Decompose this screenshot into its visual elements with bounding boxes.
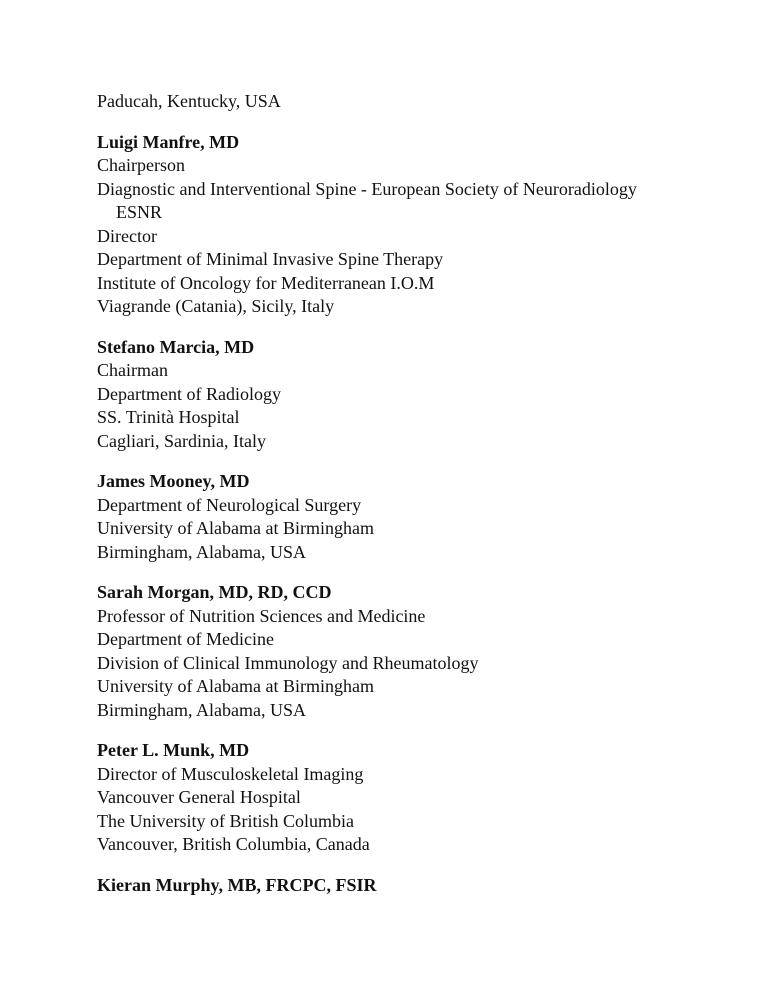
affiliation-line: ESNR	[116, 202, 163, 222]
affiliation-line: University of Alabama at Birmingham	[97, 676, 374, 696]
affiliation-line: Professor of Nutrition Sciences and Medicine	[97, 605, 426, 626]
entry-continuation	[97, 90, 757, 114]
entry-peter-munk	[97, 739, 757, 857]
entry-kieran-murphy	[97, 874, 757, 898]
affiliation-line: University of Alabama at Birmingham	[97, 518, 374, 538]
affiliation-line: Department of Medicine	[97, 629, 274, 649]
affiliation-line: Chairperson	[97, 155, 185, 175]
affiliation-line: Director	[97, 225, 157, 246]
affiliation-line: Department of Neurological Surgery	[97, 494, 362, 515]
entry-luigi-manfre	[97, 131, 757, 319]
affiliation-line: Director of Musculoskeletal Imaging	[97, 763, 364, 784]
affiliation-line: Department of Minimal Invasive Spine Therapy	[97, 249, 444, 269]
contributor-name: Luigi Manfre, MD	[97, 131, 240, 152]
contributor-name: Peter L. Munk, MD	[97, 740, 250, 760]
affiliation-line: Institute of Oncology for Mediterranean I.O.M	[97, 272, 435, 293]
entry-sarah-morgan	[97, 581, 757, 722]
affiliation-line: Diagnostic and Interventional Spine - European Society of Neuroradiology	[97, 178, 637, 199]
affiliation-line: Department of Radiology	[97, 383, 281, 404]
contributor-name: Kieran Murphy, MB, FRCPC, FSIR	[97, 874, 377, 895]
affiliation-line: SS. Trinità Hospital	[97, 407, 240, 427]
affiliation-line: The University of British Columbia	[97, 810, 354, 831]
contributor-name: Stefano Marcia, MD	[97, 336, 255, 357]
affiliation-line: Viagrande (Catania), Sicily, Italy	[97, 296, 335, 316]
affiliation-line: Paducah, Kentucky, USA	[97, 91, 281, 111]
entry-james-mooney	[97, 470, 757, 564]
contributor-name: James Mooney, MD	[97, 471, 250, 491]
affiliation-line: Vancouver General Hospital	[97, 787, 301, 807]
affiliation-line: Division of Clinical Immunology and Rheumatology	[97, 652, 479, 673]
affiliation-line: Cagliari, Sardinia, Italy	[97, 430, 266, 451]
contributor-list	[97, 90, 757, 897]
affiliation-line: Birmingham, Alabama, USA	[97, 541, 306, 562]
entry-stefano-marcia	[97, 336, 757, 454]
affiliation-line: Chairman	[97, 360, 168, 380]
affiliation-line: Birmingham, Alabama, USA	[97, 699, 306, 720]
affiliation-line: Vancouver, British Columbia, Canada	[97, 834, 370, 854]
contributor-name: Sarah Morgan, MD, RD, CCD	[97, 582, 332, 602]
